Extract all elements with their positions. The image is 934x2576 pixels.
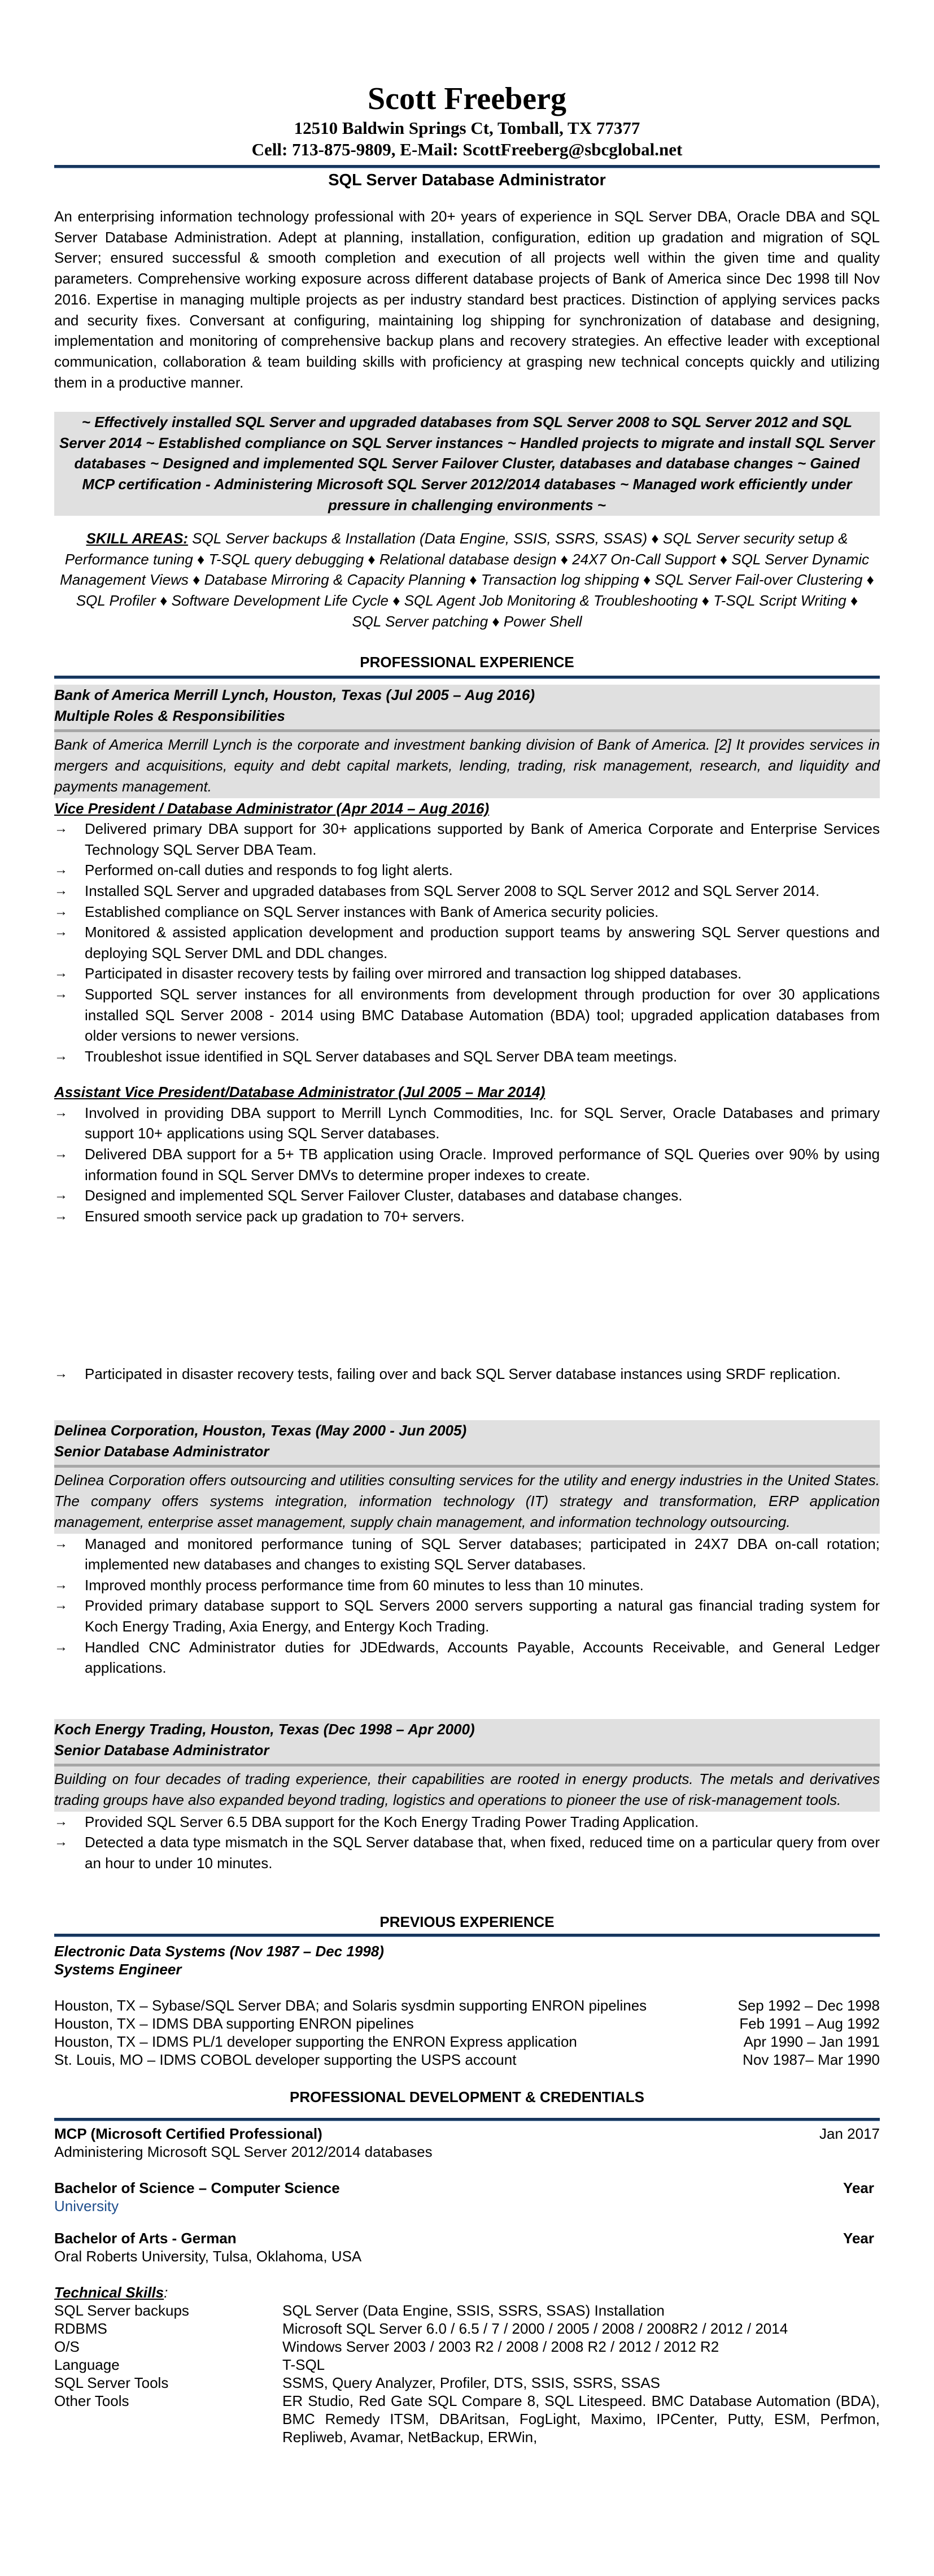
company-name: Bank of America Merrill Lynch, Houston, Texas (Jul 2005 – Aug 2016) — [54, 686, 535, 703]
bullet-text: Ensured smooth service pack up gradation to 70+ servers. — [85, 1207, 465, 1225]
delinea-bullet-list — [54, 1534, 880, 1678]
arrow-bullet-icon: → — [54, 1834, 68, 1850]
arrow-bullet-icon: → — [54, 1146, 68, 1162]
contact-info: Cell: 713-875-9809, E-Mail: ScottFreeberg@sbcglobal.net — [251, 140, 683, 159]
bullet-item — [54, 902, 880, 923]
bullet-text: Troubleshot issue identified in SQL Server databases and SQL Server DBA team meetings. — [85, 1047, 678, 1065]
bullet-item — [54, 963, 880, 984]
degree-school: Oral Roberts University, Tulsa, Oklahoma, USA — [54, 2248, 362, 2265]
bullet-text: Delivered DBA support for a 5+ TB application using Oracle. Improved performance of SQL Queries over 90% by using information found in SQL Server DMVs to determine proper indexes to create. — [85, 1146, 880, 1183]
technical-skills-table — [54, 2301, 880, 2446]
technical-skill-row — [54, 2356, 880, 2374]
skill-category: Other Tools — [54, 2392, 129, 2409]
technical-skill-row — [54, 2338, 880, 2356]
bullet-item — [54, 860, 880, 881]
company-box — [54, 1719, 880, 1812]
arrow-bullet-icon: → — [54, 1208, 68, 1224]
company-description: Building on four decades of trading experience, their capabilities are rooted in energy products. The metals and derivatives trading groups have also expanded beyond trading, logistics and operations to pioneer the use of risk-management tools. — [54, 1770, 880, 1808]
arrow-bullet-icon: → — [54, 882, 68, 898]
bullet-text: Established compliance on SQL Server instances with Bank of America security policies. — [85, 903, 659, 920]
skill-category: O/S — [54, 2338, 80, 2355]
degree-year: Year — [843, 2230, 874, 2247]
skill-category: SQL Server backups — [54, 2302, 189, 2319]
job-eds — [54, 1942, 880, 2069]
skill-values: Microsoft SQL Server 6.0 / 6.5 / 7 / 2000 / 2005 / 2008 / 2008R2 / 2012 / 2014 — [282, 2320, 788, 2337]
arrow-bullet-icon: → — [54, 986, 68, 1002]
bullet-text: Supported SQL server instances for all environments from development through production for over 30 applications installed SQL Server 2008 - 2014 using BMC Database Automation (BDA) tool; upgraded application databases from older versions to newer versions. — [85, 985, 880, 1045]
degree-title: Bachelor of Arts - German — [54, 2230, 237, 2247]
bullet-text: Participated in disaster recovery tests, failing over and back SQL Server database instances using SRDF replication. — [85, 1365, 841, 1382]
previous-row-desc: Houston, TX – IDMS DBA supporting ENRON pipelines — [54, 2015, 414, 2032]
bullet-text: Delivered primary DBA support for 30+ applications supported by Bank of America Corporate and Enterprise Services Technology SQL Server DBA Team. — [85, 820, 880, 858]
role-title-text: Assistant Vice President/Database Administrator (Jul 2005 – Mar 2014) — [54, 1084, 545, 1101]
skill-values: SQL Server (Data Engine, SSIS, SSRS, SSAS) Installation — [282, 2302, 665, 2319]
degree-school: University — [54, 2198, 119, 2214]
section-heading-experience: PROFESSIONAL EXPERIENCE — [360, 654, 574, 671]
candidate-name: Scott Freeberg — [368, 81, 566, 116]
degree-bs — [54, 2179, 880, 2215]
avp-extra — [54, 1364, 880, 1385]
previous-row — [54, 1996, 880, 2014]
previous-row-desc: Houston, TX – Sybase/SQL Server DBA; and Solaris sysdmin supporting ENRON pipelines — [54, 1997, 647, 2014]
skill-values: Windows Server 2003 / 2003 R2 / 2008 / 2008 R2 / 2012 / 2012 R2 — [282, 2338, 719, 2355]
arrow-bullet-icon: → — [54, 1598, 68, 1613]
bullet-item — [54, 1046, 880, 1067]
technical-skill-row — [54, 2301, 880, 2320]
bullet-item — [54, 819, 880, 860]
job-delinea — [54, 1420, 880, 1678]
arrow-bullet-icon: → — [54, 1187, 68, 1203]
company-role: Senior Database Administrator — [54, 1442, 269, 1460]
bullet-item — [54, 1637, 880, 1678]
previous-row-desc: Houston, TX – IDMS PL/1 developer supporting the ENRON Express application — [54, 2033, 577, 2050]
credential-detail: Administering Microsoft SQL Server 2012/2014 databases — [54, 2143, 433, 2160]
skill-areas-label: SKILL AREAS: — [86, 530, 189, 547]
previous-row-dates: Nov 1987– Mar 1990 — [743, 2051, 880, 2068]
company-role: Senior Database Administrator — [54, 1741, 269, 1759]
credential-date: Jan 2017 — [819, 2125, 880, 2142]
company-role: Systems Engineer — [54, 1961, 182, 1978]
role-title-text: Vice President / Database Administrator (Apr 2014 – Aug 2016) — [54, 799, 490, 817]
credential-mcp — [54, 2125, 880, 2161]
company-divider — [54, 1465, 880, 1468]
section-divider — [54, 2118, 880, 2121]
skill-values: SSMS, Query Analyzer, Profiler, DTS, SSIS, SSRS, SSAS — [282, 2374, 661, 2391]
role-title-avp — [54, 1082, 880, 1103]
arrow-bullet-icon: → — [54, 1535, 68, 1551]
degree-title: Bachelor of Science – Computer Science — [54, 2179, 340, 2196]
role-title-vp — [54, 798, 880, 819]
arrow-bullet-icon: → — [54, 1639, 68, 1655]
technical-skill-row — [54, 2374, 880, 2392]
bullet-item — [54, 881, 880, 902]
previous-row — [54, 2051, 880, 2069]
bullet-item — [54, 1812, 880, 1833]
company-divider — [54, 729, 880, 732]
bullet-item — [54, 1364, 880, 1385]
company-description: Bank of America Merrill Lynch is the corporate and investment banking division of Bank of America. [2] It provides services in mergers and acquisitions, equity and debt capital markets, lending, trading, risk management, research, and liquidity and payments management. — [54, 736, 880, 795]
company-name: Delinea Corporation, Houston, Texas (May 2000 - Jun 2005) — [54, 1422, 467, 1439]
bullet-item — [54, 1144, 880, 1185]
skill-values: ER Studio, Red Gate SQL Compare 8, SQL Litespeed. BMC Database Automation (BDA), BMC Remedy ITSM, DBAritsan, FogLight, Maximo, IPCenter, Putty, ESM, Perfmon, Repliweb, Avamar, NetBackup, ERWin, — [282, 2392, 880, 2446]
bullet-item — [54, 1185, 880, 1206]
credential-title: MCP (Microsoft Certified Professional) — [54, 2125, 322, 2142]
arrow-bullet-icon: → — [54, 1577, 68, 1592]
bullet-text: Improved monthly process performance time from 60 minutes to less than 10 minutes. — [85, 1576, 644, 1594]
technical-skills — [54, 2283, 880, 2446]
company-description: Delinea Corporation offers outsourcing and utilities consulting services for the utility and energy industries in the United States. The company offers systems integration, information technology (IT) strategy and transformation, ERP application management, enterprise asset management, supply chain management, and information technology outsourcing. — [54, 1472, 880, 1530]
company-role: Multiple Roles & Responsibilities — [54, 707, 285, 724]
koch-bullet-list — [54, 1812, 880, 1874]
previous-row — [54, 2014, 880, 2033]
header-divider — [54, 165, 880, 168]
bullet-text: Designed and implemented SQL Server Failover Cluster, databases and database changes. — [85, 1187, 683, 1204]
avp-extra-bullet-list — [54, 1364, 880, 1385]
company-name: Electronic Data Systems (Nov 1987 – Dec 1998) — [54, 1943, 384, 1960]
skill-category: SQL Server Tools — [54, 2374, 169, 2391]
technical-skills-colon: : — [164, 2284, 168, 2301]
skill-values: T-SQL — [282, 2356, 325, 2373]
previous-rows — [54, 1996, 880, 2069]
technical-skill-row — [54, 2320, 880, 2338]
section-divider — [54, 676, 880, 679]
arrow-bullet-icon: → — [54, 1104, 68, 1120]
technical-skill-row — [54, 2392, 880, 2446]
arrow-bullet-icon: → — [54, 965, 68, 981]
degree-ba — [54, 2229, 880, 2265]
skill-category: Language — [54, 2356, 120, 2373]
summary-paragraph: An enterprising information technology professional with 20+ years of experience in SQL Server DBA, Oracle DBA and SQL Server Database Administration. Adept at planning, installation, configuration, edition up gradation and migration of SQL Server; ensured successful & smooth completion and execution of all projects well within the given time and quality parameters. Comprehensive working exposure across different database projects of Bank of America since Dec 1998 till Nov 2016. Expertise in managing multiple projects as per industry standard best practices. Distinction of applying services packs and security fixes. Conversant at configuring, maintaining log shipping for synchronization of database and designing, implementation and monitoring of comprehensive backup plans and recovery strategies. An effective leader with exceptional communication, collaboration & team building skills with proficiency at grasping new technical concepts quickly and utilizing them in a productive manner. — [54, 208, 880, 391]
bullet-text: Monitored & assisted application development and production support teams by answering SQL Server questions and deploying SQL Server DML and DDL changes. — [85, 924, 880, 961]
bullet-item — [54, 1534, 880, 1575]
avp-bullet-list — [54, 1103, 880, 1227]
skill-areas-text: SQL Server backups & Installation (Data Engine, SSIS, SSRS, SSAS) ♦ SQL Server security setup & Performance tuning ♦ T-SQL query debugging ♦ Relational database design ♦ 24X7 On-Call Support ♦ SQL Server Dynamic Management Views ♦ Database Mirroring & Capacity Planning ♦ Transaction log shipping ♦ SQL Server Fail-over Clustering ♦ SQL Profiler ♦ Software Development Life Cycle ♦ SQL Agent Job Monitoring & Troubleshooting ♦ T-SQL Script Writing ♦ SQL Server patching ♦ Power Shell — [60, 530, 874, 630]
bullet-text: Involved in providing DBA support to Merrill Lynch Commodities, Inc. for SQL Server, Oracle Databases and primary support 10+ applications using SQL Server databases. — [85, 1104, 880, 1142]
address: 12510 Baldwin Springs Ct, Tomball, TX 77377 — [294, 118, 640, 138]
bullet-item — [54, 984, 880, 1046]
previous-row-dates: Feb 1991 – Aug 1992 — [739, 2015, 880, 2032]
bullet-text: Participated in disaster recovery tests by failing over mirrored and transaction log shipped databases. — [85, 965, 742, 982]
bullet-item — [54, 1832, 880, 1873]
company-box — [54, 685, 880, 798]
arrow-bullet-icon: → — [54, 1366, 68, 1381]
degree-year: Year — [843, 2179, 874, 2196]
previous-row — [54, 2033, 880, 2051]
bullet-item — [54, 1103, 880, 1144]
bullet-text: Provided SQL Server 6.5 DBA support for the Koch Energy Trading Power Trading Application. — [85, 1813, 699, 1830]
arrow-bullet-icon: → — [54, 862, 68, 878]
bullet-text: Managed and monitored performance tuning of SQL Server databases; participated in 24X7 DBA on-call rotation; implemented new databases and changes to existing SQL Server databases. — [85, 1535, 880, 1573]
skill-category: RDBMS — [54, 2320, 107, 2337]
bullet-item — [54, 1206, 880, 1227]
bullet-item — [54, 1575, 880, 1596]
job-koch — [54, 1719, 880, 1874]
company-divider — [54, 1764, 880, 1766]
arrow-bullet-icon: → — [54, 1048, 68, 1064]
bullet-item — [54, 1595, 880, 1637]
bullet-text: Performed on-call duties and responds to fog light alerts. — [85, 861, 453, 879]
job-title: SQL Server Database Administrator — [328, 171, 606, 189]
technical-skills-heading — [54, 2283, 880, 2301]
bullet-item — [54, 922, 880, 963]
previous-row-dates: Apr 1990 – Jan 1991 — [743, 2033, 880, 2050]
section-heading-previous: PREVIOUS EXPERIENCE — [379, 1913, 555, 1930]
vp-bullet-list — [54, 819, 880, 1067]
section-divider — [54, 1934, 880, 1937]
bullet-text: Handled CNC Administrator duties for JDEdwards, Accounts Payable, Accounts Receivable, and General Ledger applications. — [85, 1638, 880, 1677]
arrow-bullet-icon: → — [54, 821, 68, 837]
highlights-box: ~ Effectively installed SQL Server and upgraded databases from SQL Server 2008 to SQL Server 2012 and SQL Server 2014 ~ Established compliance on SQL Server instances ~ Handled projects to migrate and install SQL Server databases ~ Designed and implemented SQL Server Failover Cluster, databases and database changes ~ Gained MCP certification - Administering Microsoft SQL Server 2012/2014 databases ~ Managed work efficiently under pressure in challenging environments ~ — [54, 412, 880, 516]
section-heading-credentials: PROFESSIONAL DEVELOPMENT & CREDENTIALS — [290, 2088, 644, 2105]
previous-row-desc: St. Louis, MO – IDMS COBOL developer supporting the USPS account — [54, 2051, 517, 2068]
technical-skills-label: Technical Skills — [54, 2284, 164, 2301]
company-name: Koch Energy Trading, Houston, Texas (Dec 1998 – Apr 2000) — [54, 1721, 475, 1738]
arrow-bullet-icon: → — [54, 1813, 68, 1829]
skill-areas — [54, 528, 880, 632]
arrow-bullet-icon: → — [54, 924, 68, 940]
bullet-text: Detected a data type mismatch in the SQL Server database that, when fixed, reduced time on a particular query from over an hour to under 10 minutes. — [85, 1834, 880, 1872]
bullet-text: Installed SQL Server and upgraded databases from SQL Server 2008 to SQL Server 2012 and SQL Server 2014. — [85, 882, 820, 899]
previous-row-dates: Sep 1992 – Dec 1998 — [737, 1997, 880, 2014]
job-bank-of-america — [54, 685, 880, 1226]
bullet-text: Provided primary database support to SQL Servers 2000 servers supporting a natural gas financial trading system for Koch Energy Trading, Axia Energy, and Entergy Koch Trading. — [85, 1597, 880, 1635]
arrow-bullet-icon: → — [54, 903, 68, 919]
company-box — [54, 1420, 880, 1534]
